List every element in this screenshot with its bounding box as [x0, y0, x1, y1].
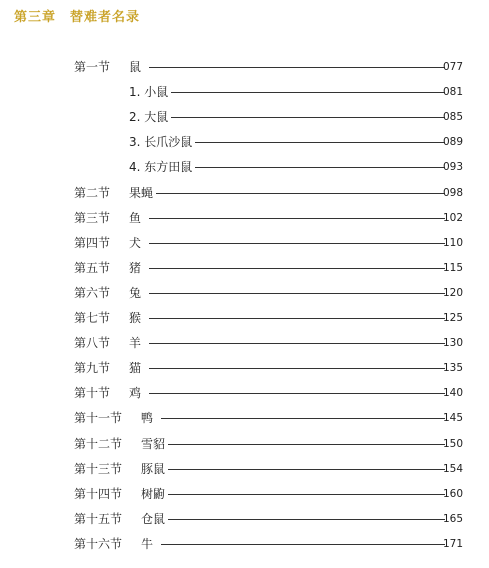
toc-section-number: 第十二节: [74, 437, 123, 451]
toc-page-number: 120: [442, 287, 463, 299]
toc-leader-line: [149, 243, 445, 244]
toc-entry-title: 豚鼠: [141, 459, 168, 479]
toc-entry-title: 树鼩: [141, 484, 168, 504]
toc-page-number: 135: [442, 362, 463, 374]
toc-entry[interactable]: [0, 408, 489, 428]
toc-subentry-title: 3. 长爪沙鼠: [129, 132, 195, 152]
toc-leader-line: [161, 544, 445, 545]
toc-leader-line: [149, 67, 445, 68]
toc-leader-line: [161, 469, 445, 470]
toc-leader-line: [149, 368, 445, 369]
toc-entry-title: 羊: [129, 333, 144, 353]
toc-leader-line: [149, 393, 445, 394]
toc-entry[interactable]: [0, 308, 489, 328]
toc-entry[interactable]: [0, 383, 489, 403]
toc-entry-title: 兔: [129, 283, 144, 303]
toc-entry-title: 犬: [129, 233, 144, 253]
toc-section-number: 第九节: [74, 361, 111, 375]
toc-page-number: 098: [442, 187, 463, 199]
toc-section-number: 第十三节: [74, 462, 123, 476]
toc-leader-line: [161, 418, 445, 419]
toc-subentry-title: 1. 小鼠: [129, 82, 171, 102]
toc-page-number: 125: [442, 312, 463, 324]
toc-leader-line: [149, 218, 445, 219]
toc-entry[interactable]: [0, 459, 489, 479]
toc-section-number: 第六节: [74, 286, 111, 300]
toc-entry[interactable]: [0, 333, 489, 353]
toc-entry-title: 猫: [129, 358, 144, 378]
toc-entry[interactable]: [0, 132, 489, 152]
toc-section-number: 第五节: [74, 261, 111, 275]
toc-leader-line: [149, 318, 445, 319]
toc-section-number: 第二节: [74, 186, 111, 200]
toc-section-number: 第一节: [74, 60, 111, 74]
toc-leader-line: [149, 343, 445, 344]
toc-entry-title: 鱼: [129, 208, 144, 228]
chapter-title: 替难者名录: [70, 10, 141, 25]
toc-entry-title: 鸡: [129, 383, 144, 403]
toc-entry-title: 鸭: [141, 408, 156, 428]
toc-page-number: 093: [442, 161, 463, 173]
toc-entry[interactable]: [0, 509, 489, 529]
toc-page-number: 089: [442, 136, 463, 148]
toc-page-number: 165: [442, 513, 463, 525]
toc-leader-line: [161, 494, 445, 495]
toc-entry-title: 猴: [129, 308, 144, 328]
toc-entry[interactable]: [0, 157, 489, 177]
toc-entry-title: 雪貂: [141, 434, 168, 454]
toc-entry[interactable]: [0, 183, 489, 203]
toc-entry[interactable]: [0, 283, 489, 303]
toc-entry[interactable]: [0, 208, 489, 228]
toc-entry[interactable]: [0, 534, 489, 554]
toc-page-number: 160: [442, 488, 463, 500]
toc-section-number: 第十四节: [74, 487, 123, 501]
toc-leader-line: [161, 444, 445, 445]
toc-leader-line: [149, 293, 445, 294]
toc-leader-line: [149, 117, 445, 118]
toc-entry[interactable]: [0, 484, 489, 504]
toc-entry-title: 仓鼠: [141, 509, 168, 529]
toc-leader-line: [149, 193, 445, 194]
toc-subentry-title: 4. 东方田鼠: [129, 157, 195, 177]
toc-entry-title: 猪: [129, 258, 144, 278]
toc-entry[interactable]: [0, 434, 489, 454]
toc-page-number: 115: [442, 262, 463, 274]
toc-entry[interactable]: [0, 57, 489, 77]
toc-leader-line: [149, 92, 445, 93]
toc-page-number: 110: [442, 237, 463, 249]
toc-page-number: 154: [442, 463, 463, 475]
toc-section-number: 第四节: [74, 236, 111, 250]
toc-entry-title: 鼠: [129, 57, 144, 77]
toc-page-number: 102: [442, 212, 463, 224]
chapter-number: 第三章: [14, 10, 57, 25]
toc-entry[interactable]: [0, 82, 489, 102]
toc-page-number: 077: [442, 61, 463, 73]
toc-entry[interactable]: [0, 358, 489, 378]
toc-entry[interactable]: [0, 107, 489, 127]
toc-entry-title: 牛: [141, 534, 156, 554]
toc-leader-line: [149, 268, 445, 269]
toc-section-number: 第十一节: [74, 411, 123, 425]
toc-entry[interactable]: [0, 233, 489, 253]
toc-subentry-title: 2. 大鼠: [129, 107, 171, 127]
toc-page-number: 171: [442, 538, 463, 550]
toc-section-number: 第八节: [74, 336, 111, 350]
toc-section-number: 第十五节: [74, 512, 123, 526]
toc-section-number: 第十节: [74, 386, 111, 400]
toc-entry[interactable]: [0, 258, 489, 278]
toc-section-number: 第十六节: [74, 537, 123, 551]
toc-entry-title: 果蝇: [129, 183, 156, 203]
toc-page-number: 145: [442, 412, 463, 424]
toc-page-number: 085: [442, 111, 463, 123]
toc-page-number: 140: [442, 387, 463, 399]
toc-leader-line: [161, 519, 445, 520]
toc-page-number: 081: [442, 86, 463, 98]
toc-section-number: 第三节: [74, 211, 111, 225]
toc-page-number: 130: [442, 337, 463, 349]
toc-page-number: 150: [442, 438, 463, 450]
toc-section-number: 第七节: [74, 311, 111, 325]
